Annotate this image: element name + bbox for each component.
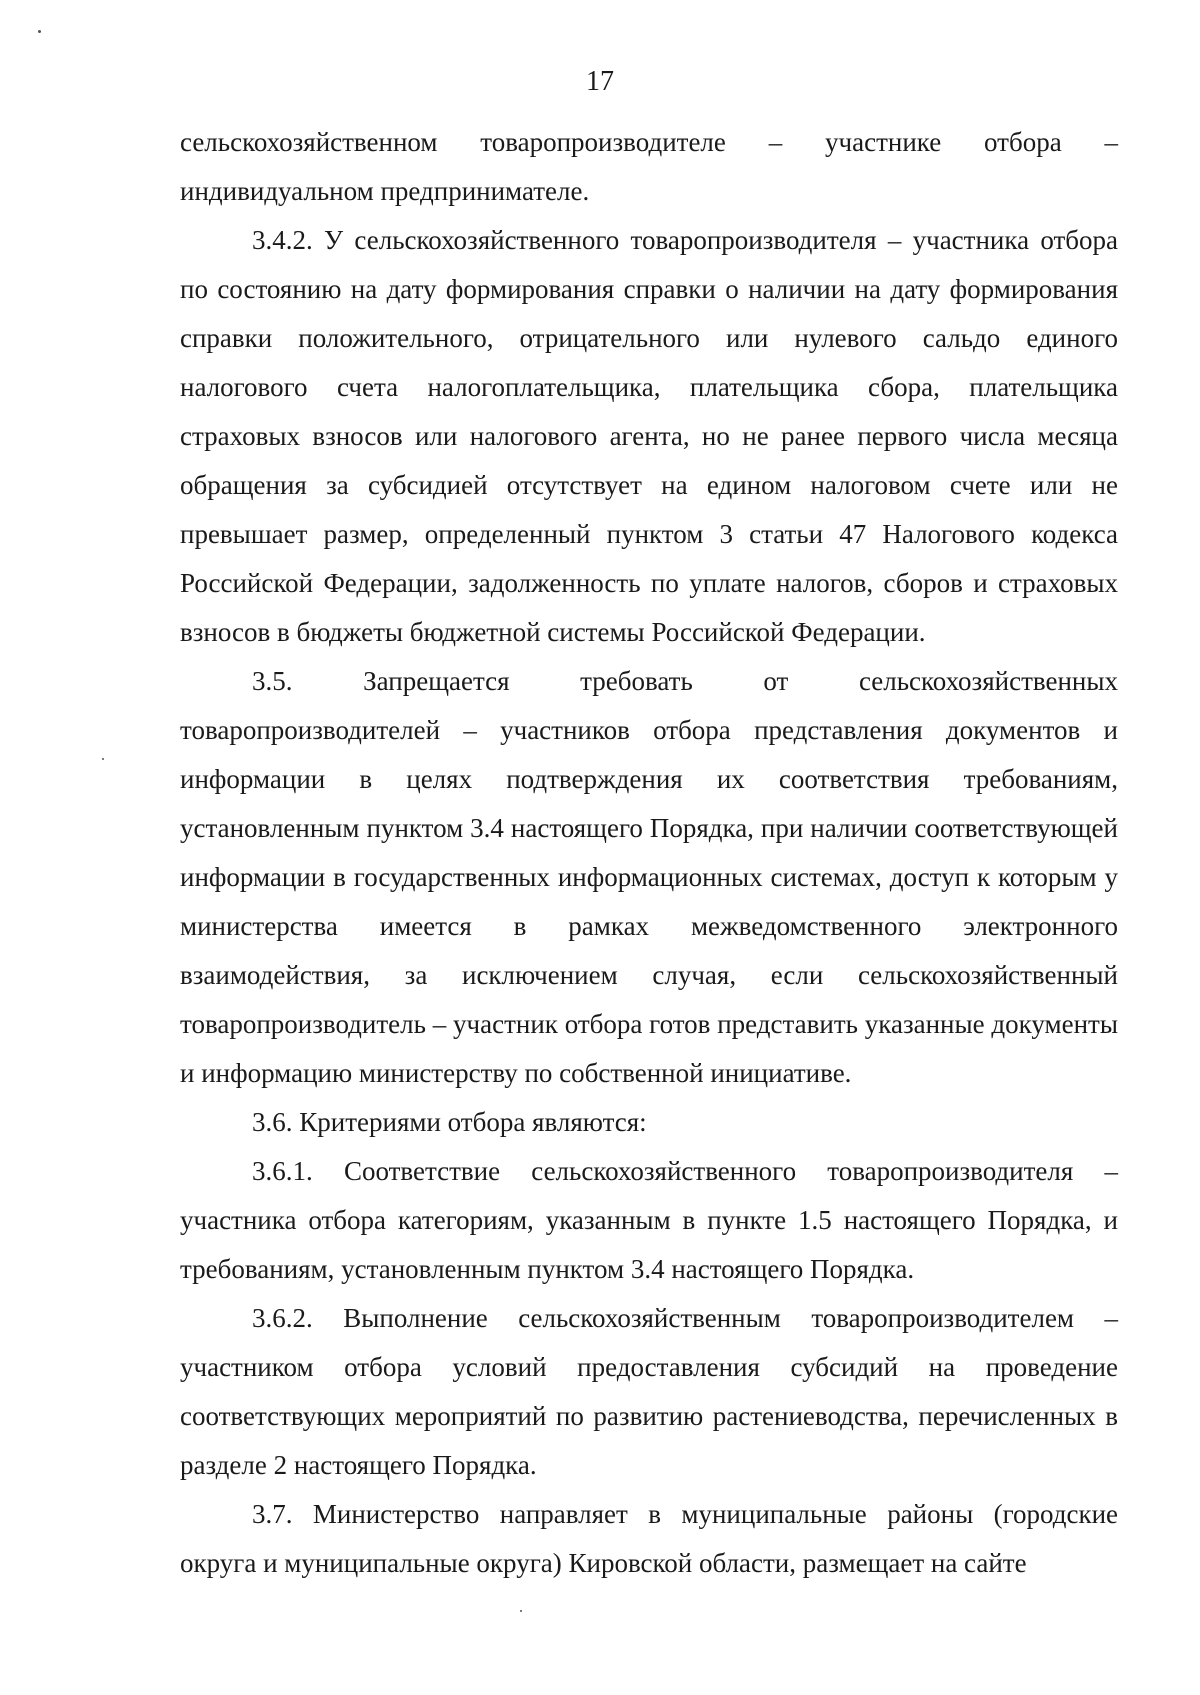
paragraph-3-7: 3.7. Министерство направляет в муниципальные районы (городские округа и муниципальные округа) Кировской области, размещает на сайте [180,1499,1118,1578]
paragraph-continuation: сельскохозяйственном товаропроизводителе – участнике отбора – индивидуальном предпринимателе. [180,127,1118,206]
paragraph-3-4-2: 3.4.2. У сельскохозяйственного товаропроизводителя – участника отбора по состоянию на дату формирования справки о наличии на дату формирования справки положительного, отрицательного или нулевого сальдо единого налогового счета налогоплательщика, плательщика сбора, плательщика страховых взносов или налогового агента, но не ранее первого числа месяца обращения за субсидией отсутствует на едином налоговом счете или не превышает размер, определенный пунктом 3 статьи 47 Налогового кодекса Российской Федерации, задолженность по уплате налогов, сборов и страховых взносов в бюджеты бюджетной системы Российской Федерации. [180,225,1118,647]
paragraph-3-5: 3.5. Запрещается требовать от сельскохозяйственных товаропроизводителей – участников отбора представления документов и информации в целях подтверждения их соответствия требованиям, установленным пунктом 3.4 настоящего Порядка, при наличии соответствующей информации в государственных информационных системах, доступ к которым у министерства имеется в рамках межведомственного электронного взаимодействия, за исключением случая, если сельскохозяйственный товаропроизводитель – участник отбора готов представить указанные документы и информацию министерству по собственной инициативе. [180,666,1118,1088]
document-body [180,118,1118,1588]
page-number: 17 [586,66,614,97]
paragraph-3-6-1: 3.6.1. Соответствие сельскохозяйственного товаропроизводителя – участника отбора категориям, указанным в пункте 1.5 настоящего Порядка, и требованиям, установленным пунктом 3.4 настоящего Порядка. [180,1156,1118,1284]
scan-speck [102,758,104,760]
paragraph-3-6: 3.6. Критериями отбора являются: [252,1107,647,1137]
paragraph-3-6-2: 3.6.2. Выполнение сельскохозяйственным товаропроизводителем – участником отбора условий предоставления субсидий на проведение соответствующих мероприятий по развитию растениеводства, перечисленных в разделе 2 настоящего Порядка. [180,1303,1118,1480]
scan-speck [38,30,41,33]
scan-speck [520,1610,522,1612]
